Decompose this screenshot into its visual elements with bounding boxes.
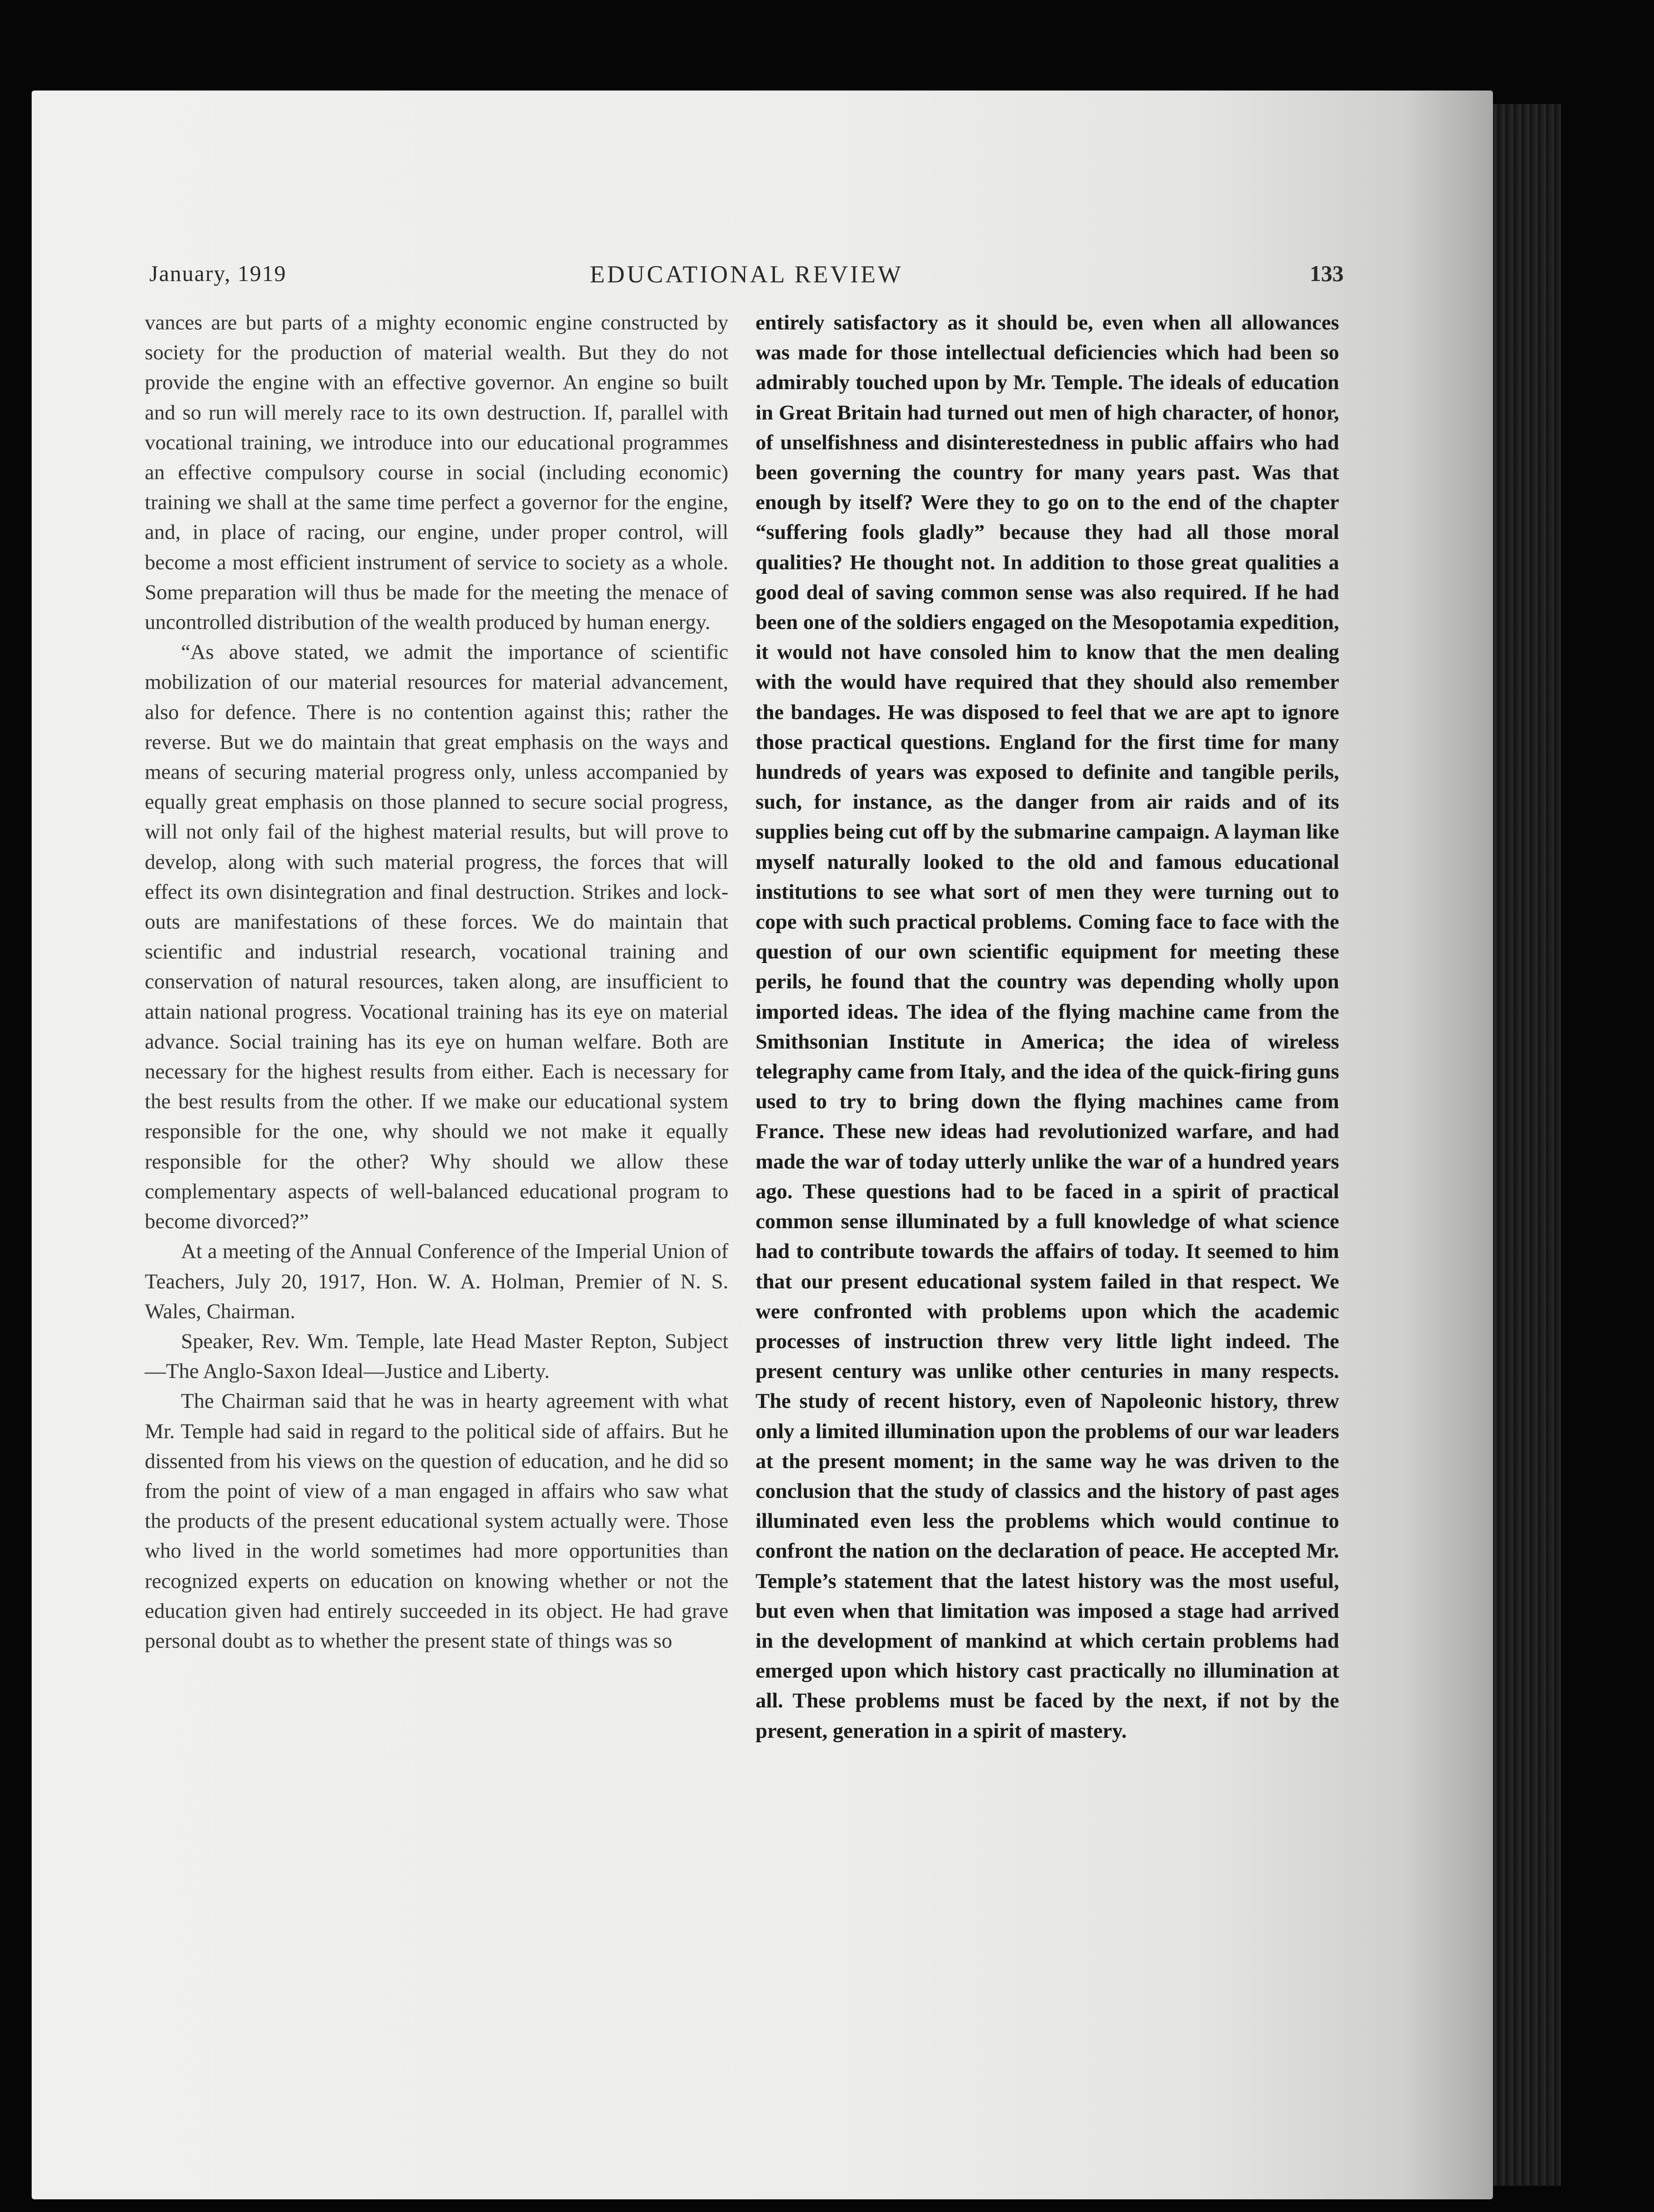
- header-journal-title: EDUCATIONAL REVIEW: [589, 261, 903, 288]
- book-page-edges: [1493, 104, 1561, 2186]
- header-page-number: 133: [1310, 261, 1344, 286]
- left-text-column: [145, 308, 728, 1656]
- header-date: January, 1919: [149, 261, 287, 286]
- paragraph: “As above stated, we admit the importance of scientific mobilization of our material resources for material advancement, also for defence. There is no contention against this; rather the reverse. But we do maintain that great emphasis on the ways and means of securing material progress only, unless accompanied by equally great emphasis on those planned to secure social progress, will not only fail of the highest material results, but will prove to develop, along with such material progress, the forces that will effect its own disintegration and final destruction. Strikes and lock-outs are manifestations of these forces. We do maintain that scientific and industrial research, vocational training and conservation of natural resources, taken along, are insufficient to attain national progress. Vocational training has its eye on material advance. Social training has its eye on human welfare. Both are necessary for the highest results from either. Each is necessary for the best results from the other. If we make our educational system responsible for the one, why should we not make it equally responsible for the other? Why should we allow these complementary aspects of well-balanced educational program to become divorced?”: [145, 640, 728, 1234]
- paragraph: The Chairman said that he was in hearty agreement with what Mr. Temple had said in regard to the political side of affairs. But he dissented from his views on the question of education, and he did so from the point of view of a man engaged in affairs who saw what the products of the present educational system actually were. Those who lived in the world sometimes had more opportunities than recognized experts on education on knowing whether or not the education given had entirely succeeded in its object. He had grave personal doubt as to whether the present state of things was so: [145, 1389, 728, 1653]
- paragraph: Speaker, Rev. Wm. Temple, late Head Master Repton, Subject—The Anglo-Saxon Ideal—Justice and Liberty.: [145, 1329, 728, 1383]
- running-header: [149, 260, 1344, 292]
- paragraph: entirely satisfactory as it should be, even when all allowances was made for those intellectual deficiencies which had been so admirably touched upon by Mr. Temple. The ideals of education in Great Britain had turned out men of high character, of honor, of unselfishness and disinterestedness in public affairs who had been governing the country for many years past. Was that enough by itself? Were they to go on to the end of the chapter “suffering fools gladly” because they had all those moral qualities? He thought not. In addition to those great qualities a good deal of saving common sense was also required. If he had been one of the soldiers engaged on the Mesopotamia expedition, it would not have consoled him to know that the men dealing with the would have required that they should also remember the bandages. He was disposed to feel that we are apt to ignore those practical questions. England for the first time for many hundreds of years was exposed to definite and tangible perils, such, for instance, as the danger from air raids and of its supplies being cut off by the submarine campaign. A layman like myself naturally looked to the old and famous educational institutions to see what sort of men they were turning out to cope with such practical problems. Coming face to face with the question of our own scientific equipment for meeting these perils, he found that the country was depending wholly upon imported ideas. The idea of the flying machine came from the Smithsonian Institute in America; the idea of wireless telegraphy came from Italy, and the idea of the quick-firing guns used to try to bring down the flying machines came from France. These new ideas had revolutionized warfare, and had made the war of today utterly unlike the war of a hundred years ago. These questions had to be faced in a spirit of practical common sense illuminated by a full knowledge of what science had to contribute towards the affairs of today. It seemed to him that our present educational system failed in that respect. We were confronted with problems upon which the academic processes of instruction threw very little light indeed. The present century was unlike other centuries in many respects. The study of recent history, even of Napoleonic history, threw only a limited illumination upon the problems of our war leaders at the present moment; in the same way he was driven to the conclusion that the study of classics and the history of past ages illuminated even less the problems which would continue to confront the nation on the declaration of peace. He accepted Mr. Temple’s statement that the latest history was the most useful, but even when that limitation was imposed a stage had arrived in the development of mankind at which certain problems had emerged upon which history cast practically no illumination at all. These problems must be faced by the next, if not by the present, generation in a spirit of mastery.: [756, 311, 1339, 1743]
- right-text-column: [756, 308, 1339, 1746]
- paragraph: vances are but parts of a mighty economic engine constructed by society for the production of material wealth. But they do not provide the engine with an effective governor. An engine so built and so run will merely race to its own destruction. If, parallel with vocational training, we introduce into our educational programmes an effective compulsory course in social (including economic) training we shall at the same time perfect a governor for the engine, and, in place of racing, our engine, under proper control, will become a most efficient instrument of service to society as a whole. Some preparation will thus be made for the meeting the menace of uncontrolled distribution of the wealth produced by human energy.: [145, 311, 728, 634]
- paragraph: At a meeting of the Annual Conference of the Imperial Union of Teachers, July 20, 1917, Hon. W. A. Holman, Premier of N. S. Wales, Chairman.: [145, 1239, 728, 1323]
